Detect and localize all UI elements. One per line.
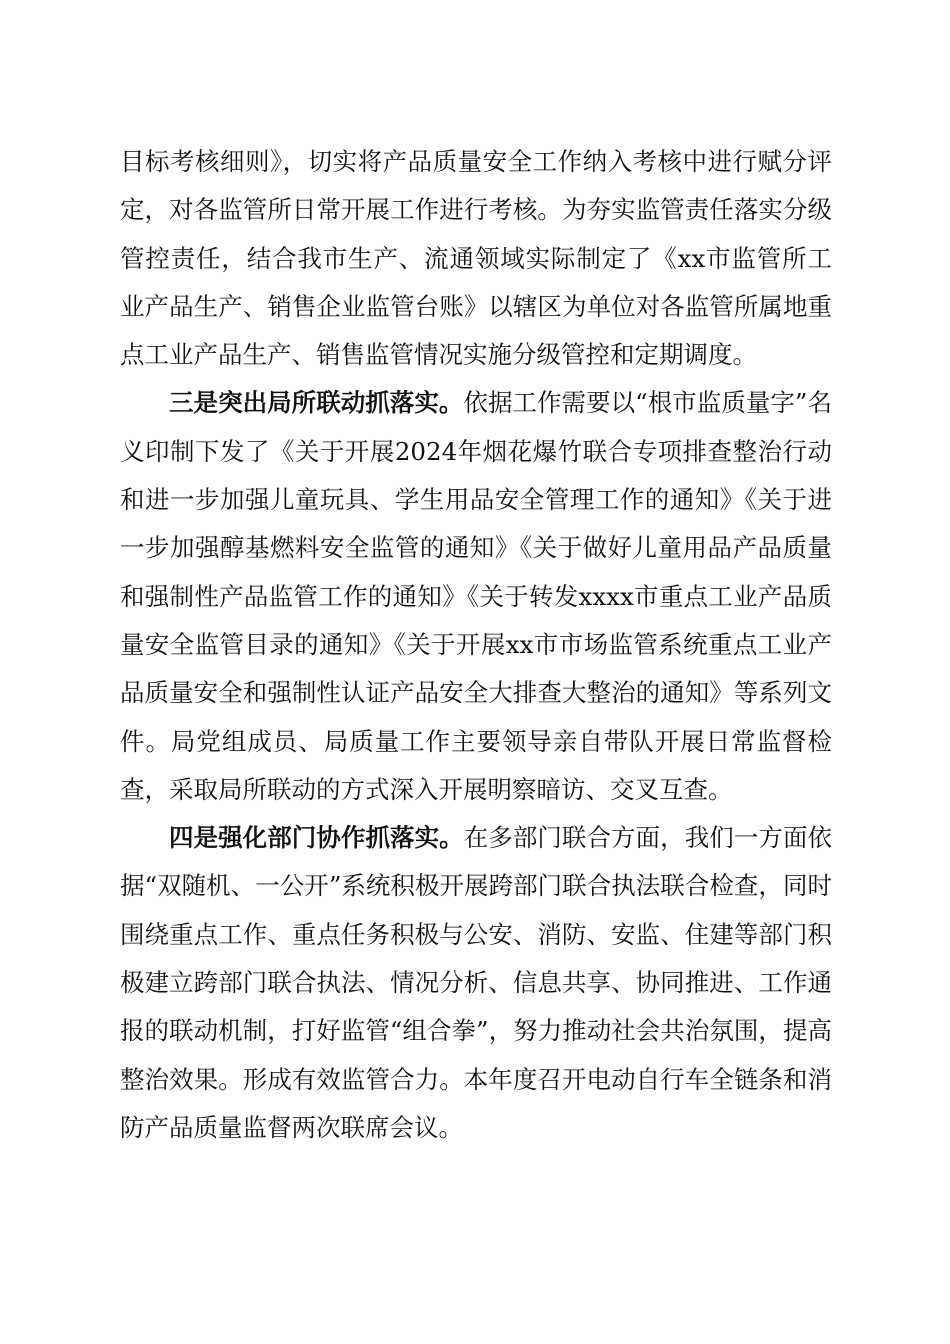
paragraph-heading: 三是突出局所联动抓落实。 xyxy=(169,388,464,418)
paragraph-heading: 四是强化部门协作抓落实。 xyxy=(169,823,464,853)
paragraph-continuation xyxy=(120,138,832,379)
paragraph-joint-action xyxy=(120,379,832,814)
paragraph-department-cooperation xyxy=(120,814,832,1152)
paragraph-text: 在多部门联合方面，我们一方面依据“双随机、一公开”系统积极开展跨部门联合执法联合检查，同时围绕重点工作、重点任务积极与公安、消防、安监、住建等部门积极建立跨部门联合执法、情况分析、信息共享、协同推进、工作通报的联动机制，打好监管“组合拳”，努力推动社会共治氛围，提高整治效果。形成有效监管合力。本年度召开电动自行车全链条和消防产品质量监督两次联席会议。 xyxy=(120,823,833,1142)
paragraph-text: 目标考核细则》，切实将产品质量安全工作纳入考核中进行赋分评定，对各监管所日常开展工作进行考核。为夯实监管责任落实分级管控责任，结合我市生产、流通领域实际制定了《xx市监管所工业产品生产、销售企业监管台账》以辖区为单位对各监管所属地重点工业产品生产、销售监管情况实施分级管控和定期调度。 xyxy=(120,147,832,370)
paragraph-text: 依据工作需要以“根市监质量字”名义印制下发了《关于开展2024年烟花爆竹联合专项排查整治行动和进一步加强儿童玩具、学生用品安全管理工作的通知》《关于进一步加强醇基燃料安全监管的通知》《关于做好儿童用品产品质量和强制性产品监管工作的通知》《关于转发xxxx市重点工业产品质量安全监管目录的通知》《关于开展xx市市场监管系统重点工业产品质量安全和强制性认证产品安全大排查大整治的通知》等系列文件。局党组成员、局质量工作主要领导亲自带队开展日常监督检查，采取局所联动的方式深入开展明察暗访、交叉互查。 xyxy=(120,388,832,804)
document-body xyxy=(120,138,832,1152)
